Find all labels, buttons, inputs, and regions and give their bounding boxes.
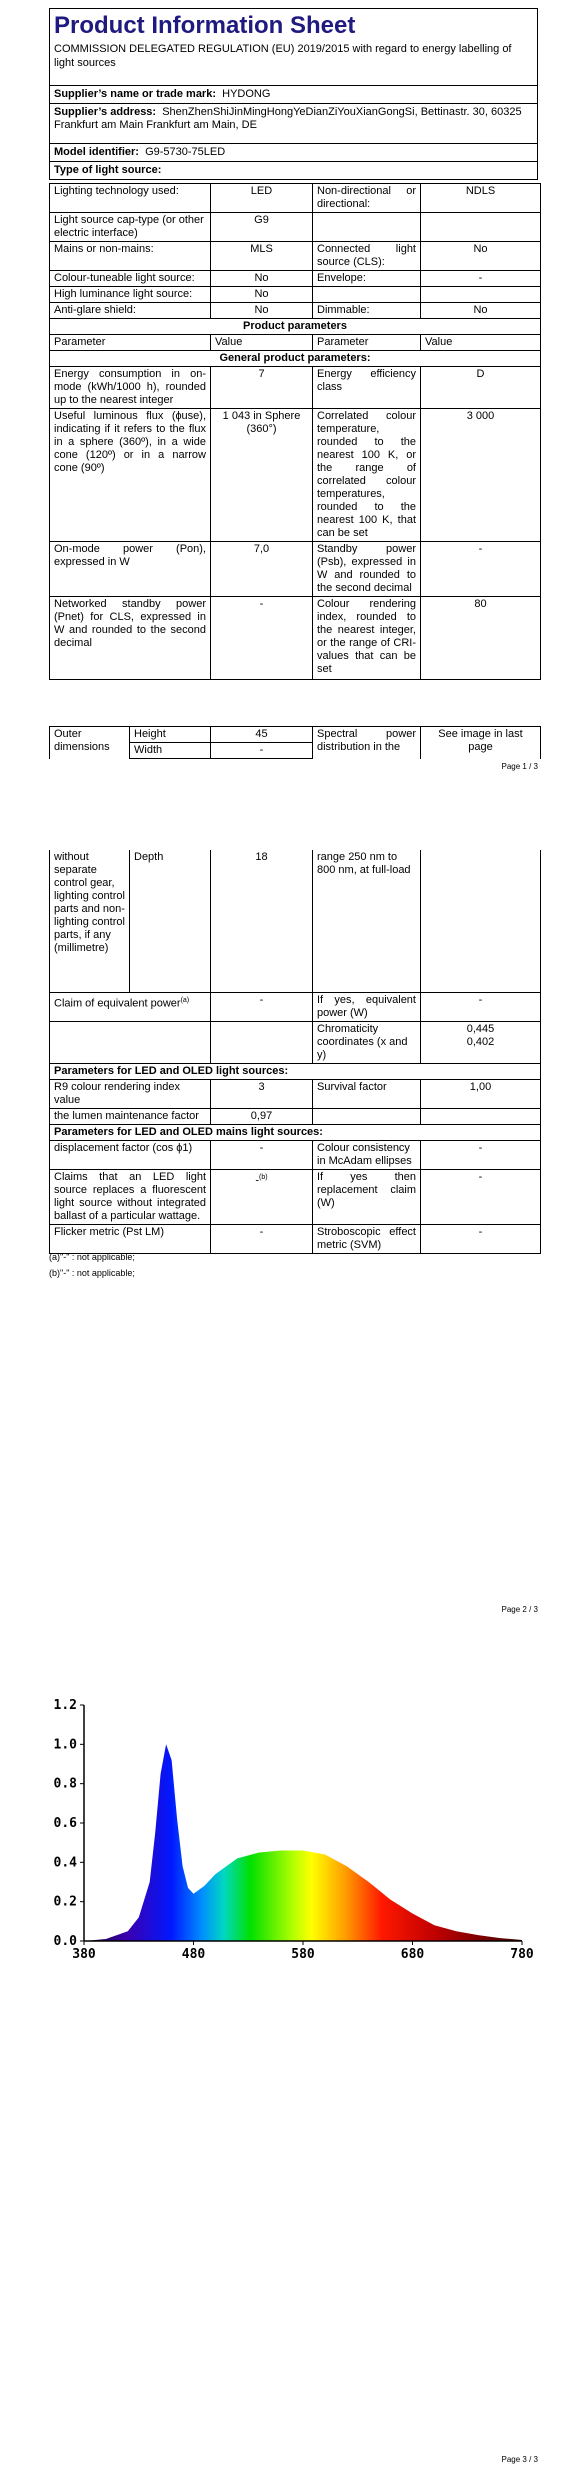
param-label: Connected light source (CLS): — [313, 242, 421, 271]
param-value: - — [421, 542, 541, 597]
param-label: Survival factor — [313, 1080, 421, 1109]
model-row — [49, 144, 538, 162]
param-label: If yes, equivalent power (W) — [313, 993, 421, 1022]
param-label: Colour rendering index, rounded to the nearest integer, or the range of CRI-values that can be set — [313, 597, 421, 680]
table-header-row — [50, 335, 541, 351]
param-label: Envelope: — [313, 271, 421, 287]
dimension-value: 18 — [211, 850, 313, 993]
table-row — [50, 271, 541, 287]
param-value: See image in last page — [421, 727, 541, 759]
param-value: 80 — [421, 597, 541, 680]
model-identifier: G9-5730-75LED — [145, 146, 226, 158]
param-value: NDLS — [421, 184, 541, 213]
x-tick-label: 680 — [400, 1947, 425, 1962]
param-value-empty — [421, 850, 541, 993]
page-2 — [0, 775, 585, 1615]
param-label: Light source cap-type (or other electric interface) — [50, 213, 211, 242]
param-label — [50, 993, 211, 1022]
param-value: G9 — [211, 213, 313, 242]
param-label: Non-directional or directional: — [313, 184, 421, 213]
spectrum-area — [84, 1744, 522, 1941]
led-params-heading: Parameters for LED and OLED light sources: — [50, 1064, 541, 1080]
param-label: High luminance light source: — [50, 287, 211, 303]
type-heading-row — [49, 162, 538, 180]
supplier-block — [49, 85, 540, 180]
param-value: No — [211, 303, 313, 319]
param-value: 7,0 — [211, 542, 313, 597]
param-value: No — [211, 271, 313, 287]
param-value: - — [421, 1170, 541, 1225]
param-value: 1 043 in Sphere (360°) — [211, 409, 313, 542]
param-value: LED — [211, 184, 313, 213]
param-label: On-mode power (Pon), expressed in W — [50, 542, 211, 597]
table-row — [50, 1141, 541, 1170]
supplier-name: HYDONG — [222, 88, 271, 100]
param-value: - — [421, 1225, 541, 1254]
general-params-heading: General product parameters: — [50, 351, 541, 367]
param-value: - — [421, 993, 541, 1022]
table-row — [50, 319, 541, 335]
param-value: 1,00 — [421, 1080, 541, 1109]
param-label — [313, 213, 421, 242]
param-label — [313, 287, 421, 303]
column-header: Parameter — [313, 335, 421, 351]
table-row — [50, 303, 541, 319]
y-tick-label: 1.0 — [53, 1737, 77, 1753]
dimension-label: Width — [130, 743, 211, 759]
param-value: No — [421, 242, 541, 271]
table-row — [50, 993, 541, 1022]
page-number: Page 2 / 3 — [501, 1605, 538, 1614]
footnotes — [49, 1249, 135, 1281]
table-row — [50, 1109, 541, 1125]
y-tick-label: 0.0 — [53, 1934, 77, 1949]
table-row — [50, 1064, 541, 1080]
param-value: - — [211, 993, 313, 1022]
param-label: without separate control gear, lighting control parts and non-lighting control parts, if any (millimetre) — [50, 850, 130, 993]
x-tick-label: 380 — [72, 1947, 96, 1962]
column-header: Value — [421, 335, 541, 351]
param-value: 3 — [211, 1080, 313, 1109]
table-row — [50, 213, 541, 242]
param-label: range 250 nm to 800 nm, at full-load — [313, 850, 421, 993]
spectrum-chart — [40, 1695, 540, 1965]
table-row — [50, 409, 541, 542]
type-heading: Type of light source: — [54, 164, 162, 176]
table-row — [50, 1170, 541, 1225]
param-label: Colour consistency in McAdam ellipses — [313, 1141, 421, 1170]
param-label: Claims that an LED light source replaces a fluorescent light source without integrated ballast of a particular wattage. — [50, 1170, 211, 1225]
param-label: Lighting technology used: — [50, 184, 211, 213]
table-row — [50, 542, 541, 597]
y-tick-label: 0.2 — [53, 1894, 77, 1910]
page-number: Page 1 / 3 — [501, 762, 538, 771]
y-tick-label: 0.4 — [53, 1855, 77, 1871]
table-row — [50, 367, 541, 409]
table-row — [50, 242, 541, 271]
param-value: 0,97 — [211, 1109, 313, 1125]
dimension-label: Height — [130, 727, 211, 743]
param-label: Stroboscopic effect metric (SVM) — [313, 1225, 421, 1254]
table-row — [50, 1080, 541, 1109]
footnote-marker: (a) — [180, 997, 190, 1004]
param-label: R9 colour rendering index value — [50, 1080, 211, 1109]
claim-label: Claim of equivalent power — [54, 997, 181, 1010]
y-tick-label: 0.8 — [53, 1776, 77, 1792]
dimensions-table — [49, 726, 541, 759]
param-label: Networked standby power (Pnet) for CLS, expressed in W and rounded to the second decimal — [50, 597, 211, 680]
param-label: Colour-tuneable light source: — [50, 271, 211, 287]
param-label: If yes then replacement claim (W) — [313, 1170, 421, 1225]
plot-area — [54, 1698, 534, 1962]
param-value: 0,445 0,402 — [421, 1022, 541, 1064]
x-tick-label: 780 — [510, 1947, 534, 1962]
y-tick-label: 1.2 — [53, 1698, 77, 1713]
supplier-address: ShenZhenShiJinMingHongYeDianZiYouXianGongSi, Bettinastr. 30, 60325 Frankfurt am Main Frankfurt am Main, DE — [54, 106, 522, 131]
param-label: Standby power (Psb), expressed in W and rounded to the second decimal — [313, 542, 421, 597]
table-row — [50, 727, 541, 743]
param-value: 3 000 — [421, 409, 541, 542]
regulation-text: COMMISSION DELEGATED REGULATION (EU) 2019/2015 with regard to energy labelling of light sources — [54, 43, 512, 69]
table-row — [50, 1022, 541, 1064]
param-label: Anti-glare shield: — [50, 303, 211, 319]
dimension-label: Depth — [130, 850, 211, 993]
param-value — [211, 1170, 313, 1225]
page-1 — [0, 0, 585, 775]
table-row — [50, 1125, 541, 1141]
mains-params-heading: Parameters for LED and OLED mains light sources: — [50, 1125, 541, 1141]
y-tick-label: 0.6 — [53, 1816, 77, 1831]
param-label: Mains or non-mains: — [50, 242, 211, 271]
param-value: MLS — [211, 242, 313, 271]
title-block — [49, 8, 538, 85]
param-label: Energy consumption in on-mode (kWh/1000 h), rounded up to the nearest integer — [50, 367, 211, 409]
supplier-address-row — [49, 104, 538, 144]
param-value: - — [421, 271, 541, 287]
fluor-value: - — [255, 1174, 260, 1187]
param-value: - — [211, 597, 313, 680]
table-row — [50, 184, 541, 213]
page-number: Page 3 / 3 — [501, 2455, 538, 2464]
table-row — [50, 850, 541, 993]
x-tick-label: 580 — [291, 1947, 315, 1962]
param-value: No — [421, 303, 541, 319]
param-label: Flicker metric (Pst LM) — [50, 1225, 211, 1254]
param-value: 7 — [211, 367, 313, 409]
table-row — [50, 351, 541, 367]
param-label: Outer dimensions — [50, 727, 130, 759]
column-header: Value — [211, 335, 313, 351]
page-3 — [0, 1615, 585, 2475]
param-value: No — [211, 287, 313, 303]
column-header: Parameter — [50, 335, 211, 351]
empty-cell — [421, 1109, 541, 1125]
param-value: - — [421, 1141, 541, 1170]
param-label: Spectral power distribution in the — [313, 727, 421, 759]
supplier-name-label: Supplier’s name or trade mark: — [54, 88, 216, 100]
param-value: - — [211, 1225, 313, 1254]
empty-cell — [50, 1022, 211, 1064]
supplier-address-label: Supplier’s address: — [54, 106, 157, 118]
param-label: displacement factor (cos ϕ1) — [50, 1141, 211, 1170]
supplier-name-row — [49, 85, 538, 104]
empty-cell — [211, 1022, 313, 1064]
footnote-a: (a)"-" : not applicable; — [49, 1252, 135, 1262]
dimension-value: - — [211, 743, 313, 759]
param-label: the lumen maintenance factor — [50, 1109, 211, 1125]
param-label: Energy efficiency class — [313, 367, 421, 409]
param-label: Chromaticity coordinates (x and y) — [313, 1022, 421, 1064]
param-value — [421, 287, 541, 303]
dimension-value: 45 — [211, 727, 313, 743]
footnote-b: (b)"-" : not applicable; — [49, 1268, 135, 1278]
table-row — [50, 597, 541, 680]
param-value: D — [421, 367, 541, 409]
empty-cell — [313, 1109, 421, 1125]
param-value: - — [211, 1141, 313, 1170]
continued-params-table — [49, 850, 541, 1254]
param-value — [421, 213, 541, 242]
param-label: Useful luminous flux (ɸuse), indicating if it refers to the flux in a sphere (360º), in a wide cone (120º) or in a narrow cone (90º) — [50, 409, 211, 542]
param-label: Correlated colour temperature, rounded to the nearest 100 K, or the range of correlated colour temperatures, rounded to the nearest 100 K, that can be set — [313, 409, 421, 542]
footnote-marker: (b) — [259, 1174, 268, 1181]
param-label: Dimmable: — [313, 303, 421, 319]
x-tick-label: 480 — [181, 1947, 206, 1962]
product-params-heading: Product parameters — [50, 319, 541, 335]
spectrum-svg — [40, 1695, 540, 1965]
light-source-type-table — [49, 183, 541, 680]
table-row — [50, 287, 541, 303]
page-title: Product Information Sheet — [54, 12, 356, 39]
model-label: Model identifier: — [54, 146, 139, 158]
